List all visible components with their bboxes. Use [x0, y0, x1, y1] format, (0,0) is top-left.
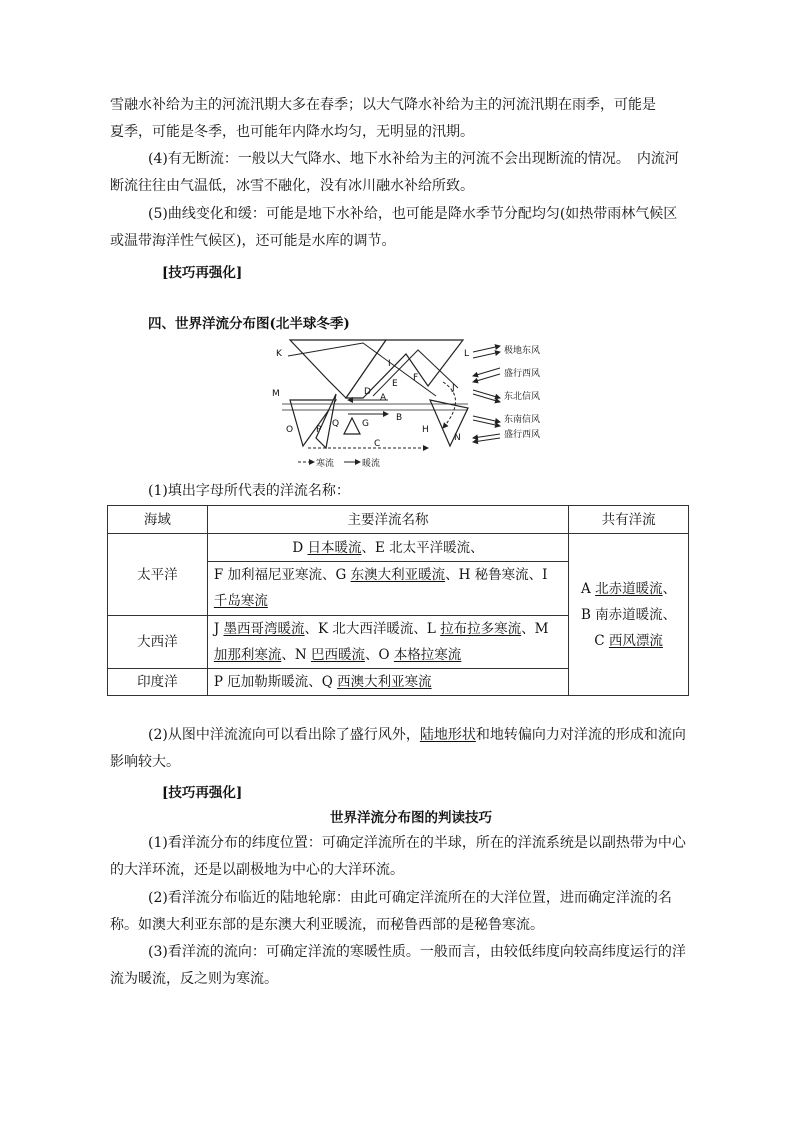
label-i: I: [388, 359, 391, 369]
label-n: N: [454, 433, 461, 443]
wind-label-ne-trades: 东北信风: [504, 392, 541, 402]
label-g: G: [362, 419, 369, 429]
answer-land-shape: 陆地形状: [419, 727, 476, 743]
continent-right-shape: [430, 400, 468, 446]
label-k: K: [276, 349, 282, 359]
cell-atlantic-name: 大西洋: [108, 616, 208, 669]
header-main-currents: 主要洋流名称: [207, 506, 568, 534]
answer-kuroshio: 日本暖流: [307, 540, 362, 556]
tip-paragraph-1: (1)看洋流分布的纬度位置：可确定洋流所在的半球，所在的洋流系统是以副热带为中心的大洋环流，还是以副极地为中心的大洋环流。: [110, 835, 686, 878]
wind-label-westerlies-south: 盛行西风: [504, 430, 541, 440]
label-h: H: [422, 425, 429, 435]
cell-pacific-name: 太平洋: [108, 534, 208, 616]
paragraph-1-line-2: 夏季，可能是冬季，也可能年内降水均匀，无明显的汛期。: [110, 124, 474, 140]
legend-cold: 寒流: [316, 459, 335, 469]
wind-label-westerlies-north: 盛行西风: [504, 369, 541, 379]
answer-north-equatorial: 北赤道暖流: [595, 580, 663, 597]
wind-arrows: [473, 346, 500, 442]
label-e: E: [392, 379, 398, 389]
cell-indian-name: 印度洋: [108, 669, 208, 696]
label-b: B: [396, 413, 403, 423]
label-f: F: [413, 373, 419, 383]
answer-brazil: 巴西暖流: [310, 647, 365, 663]
label-d: D: [364, 387, 371, 397]
cell-atlantic-currents: [207, 616, 568, 669]
pacific-line-1: D 日本暖流、E 北太平洋暖流、: [292, 540, 484, 556]
paragraph-1-line-1: 雪融水补给为主的河流汛期大多在春季；以大气降水补给为主的河流汛期在雨季，可能是: [110, 97, 656, 113]
paragraph-2: (4)有无断流：一般以大气降水、地下水补给为主的河流不会出现断流的情况。 内流河断流往往由气温低，冰雪不融化，没有冰川融水补给所致。: [110, 151, 679, 194]
answer-west-wind-drift: 西风漂流: [608, 632, 663, 649]
tip-heading-2: [技巧再强化]: [162, 785, 243, 801]
shared-line-c: C 西风漂流: [594, 632, 663, 649]
table-header-row: [108, 506, 689, 534]
subsection-title: 世界洋流分布图的判读技巧: [330, 810, 492, 826]
legend-warm: 暖流: [362, 459, 381, 469]
answer-gulf-stream: 墨西哥湾暖流: [223, 621, 305, 637]
header-shared-currents: 共有洋流: [569, 506, 689, 534]
answer-canary: 加那利寒流: [213, 647, 282, 663]
atlantic-line-1: J 墨西哥湾暖流、K 北大西洋暖流、L 拉布拉多寒流、M: [213, 621, 549, 637]
ocean-current-diagram: [268, 338, 558, 474]
paragraph-1: [110, 92, 690, 146]
answer-benguela: 本格拉寒流: [393, 647, 462, 663]
wind-label-se-trades: 东南信风: [504, 415, 541, 425]
cell-shared-currents: [569, 534, 689, 696]
paragraph-3: (5)曲线变化和缓：可能是地下水补给，也可能是降水季节分配均匀(如热带雨林气候区或温带海洋性气候区)，还可能是水库的调节。: [110, 206, 678, 249]
pacific-line-2: F 加利福尼亚寒流、G 东澳大利亚暖流、H 秘鲁寒流、I: [208, 561, 568, 588]
label-c: C: [374, 439, 381, 449]
answer-west-australian: 西澳大利亚寒流: [337, 674, 432, 690]
table-row-pacific: [108, 534, 689, 616]
ocean-current-table: [107, 505, 689, 696]
label-a: A: [380, 393, 387, 403]
cell-pacific-currents: [207, 534, 568, 616]
cell-indian-currents: P 厄加勒斯暖流、Q 西澳大利亚寒流: [207, 669, 568, 696]
label-p: P: [316, 425, 322, 435]
tip-paragraph-3: (3)看洋流的流向：可确定洋流的寒暖性质。一般而言，由较低纬度向较高纬度运行的洋流为暖流，反之则为寒流。: [110, 944, 686, 987]
answer-east-australian: 东澳大利亚暖流: [350, 567, 446, 583]
tip-paragraph-2: (2)看洋流分布临近的陆地轮廓：由此可确定洋流所在的大洋位置，进而确定洋流的名称。如澳大利亚东部的是东澳大利亚暖流，而秘鲁西部的是秘鲁寒流。: [110, 890, 672, 933]
shared-line-a: A 北赤道暖流、: [581, 580, 677, 597]
answer-labrador: 拉布拉多寒流: [440, 621, 522, 637]
label-o: O: [286, 425, 294, 435]
tip-heading-1: [技巧再强化]: [162, 265, 243, 281]
question-2: (2)从图中洋流流向可以看出除了盛行风外，陆地形状和地转偏向力对洋流的形成和流向影响较大。: [110, 727, 686, 770]
label-q: Q: [332, 419, 340, 429]
question-1: (1)填出字母所代表的洋流名称：: [148, 483, 350, 499]
label-m: M: [272, 389, 280, 399]
atlantic-line-2: 加那利寒流、N 巴西暖流、O 本格拉寒流: [213, 647, 462, 663]
australia-shape: [344, 418, 360, 434]
label-j: J: [452, 383, 455, 393]
pacific-line-3: [214, 588, 562, 614]
section-title: 四、世界洋流分布图(北半球冬季): [148, 316, 350, 332]
header-ocean: 海域: [108, 506, 208, 534]
answer-oyashio: 千岛寒流: [213, 593, 268, 609]
label-l: L: [464, 349, 470, 359]
shared-line-b: B 南赤道暖流、: [580, 606, 677, 623]
wind-label-polar-easterlies: 极地东风: [504, 346, 541, 356]
